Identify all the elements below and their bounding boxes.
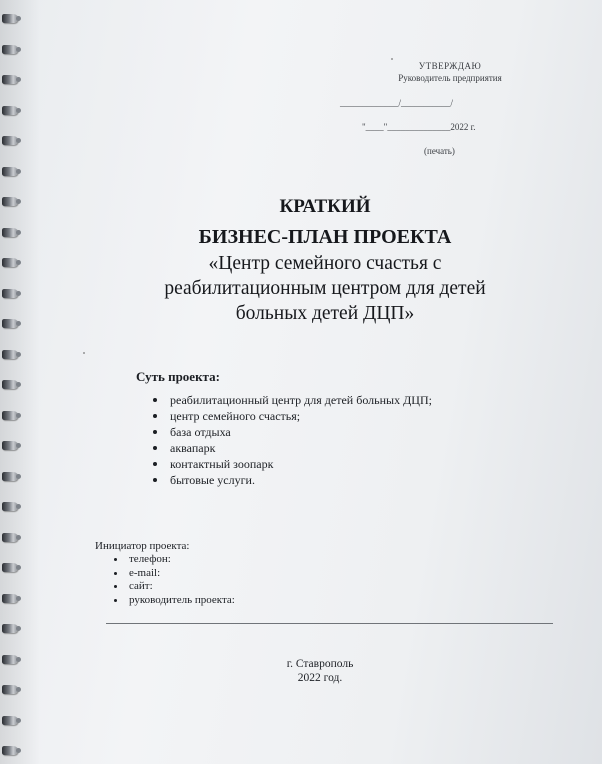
bullet-icon [114, 572, 117, 575]
project-name-line1: «Центр семейного счастья с [208, 253, 442, 274]
punch-hole [16, 169, 21, 174]
bullet-icon [153, 430, 157, 434]
punch-hole [16, 413, 21, 418]
footer-year: 2022 год. [297, 672, 343, 684]
punch-hole [16, 138, 21, 143]
punch-hole [16, 626, 21, 631]
approval-block [335, 60, 565, 84]
punch-hole [16, 108, 21, 113]
punch-hole [16, 504, 21, 509]
list-item: контактный зоопарк [150, 456, 432, 472]
punch-hole [16, 657, 21, 662]
bullet-icon [153, 478, 157, 482]
footer-city: г. Ставрополь [286, 658, 354, 670]
list-item: база отдыха [150, 424, 432, 440]
bullet-icon [153, 414, 157, 418]
punch-hole [16, 352, 21, 357]
punch-hole [16, 16, 21, 21]
initiator-heading: Инициатор проекта: [95, 540, 190, 552]
project-name-line2: реабилитационным центром для детей [164, 278, 486, 299]
list-item: бытовые услуги. [150, 472, 432, 488]
bullet-icon [153, 462, 157, 466]
spiral-binding [0, 0, 22, 764]
bullet-icon [114, 599, 117, 602]
paper-speck [391, 58, 393, 60]
punch-hole [16, 718, 21, 723]
signature-line: _____________/___________/ [340, 98, 454, 108]
bullet-icon [153, 398, 157, 402]
seal-label: (печать) [424, 146, 455, 156]
punch-hole [16, 565, 21, 570]
punch-hole [16, 230, 21, 235]
punch-hole [16, 535, 21, 540]
list-item: центр семейного счастья; [150, 408, 432, 424]
title-block [130, 196, 520, 325]
initiator-list [112, 553, 235, 607]
bullet-icon [114, 558, 117, 561]
punch-hole [16, 596, 21, 601]
punch-hole [16, 291, 21, 296]
list-item: телефон: [112, 553, 235, 567]
punch-hole [16, 687, 21, 692]
approval-role: Руководитель предприятия [398, 73, 502, 83]
approval-title: УТВЕРЖДАЮ [418, 61, 482, 71]
bullet-icon [153, 446, 157, 450]
list-item: руководитель проекта: [112, 594, 235, 608]
punch-hole [16, 382, 21, 387]
bullet-icon [114, 585, 117, 588]
paper-speck [83, 352, 85, 354]
essence-list [150, 392, 432, 488]
divider [106, 623, 553, 624]
doc-title-line1: КРАТКИЙ [279, 196, 371, 217]
punch-hole [16, 321, 21, 326]
footer [240, 657, 400, 685]
punch-hole [16, 199, 21, 204]
list-item: e-mail: [112, 567, 235, 581]
punch-hole [16, 443, 21, 448]
punch-hole [16, 77, 21, 82]
list-item: сайт: [112, 580, 235, 594]
punch-hole [16, 260, 21, 265]
punch-hole [16, 47, 21, 52]
project-name-line3: больных детей ДЦП» [235, 303, 415, 324]
doc-title-line2: БИЗНЕС-ПЛАН ПРОЕКТА [198, 226, 452, 248]
punch-hole [16, 474, 21, 479]
list-item: аквапарк [150, 440, 432, 456]
essence-heading: Суть проекта: [136, 369, 220, 384]
date-line: "____"______________2022 г. [362, 122, 476, 132]
punch-hole [16, 748, 21, 753]
list-item: реабилитационный центр для детей больных ДЦП; [150, 392, 432, 408]
